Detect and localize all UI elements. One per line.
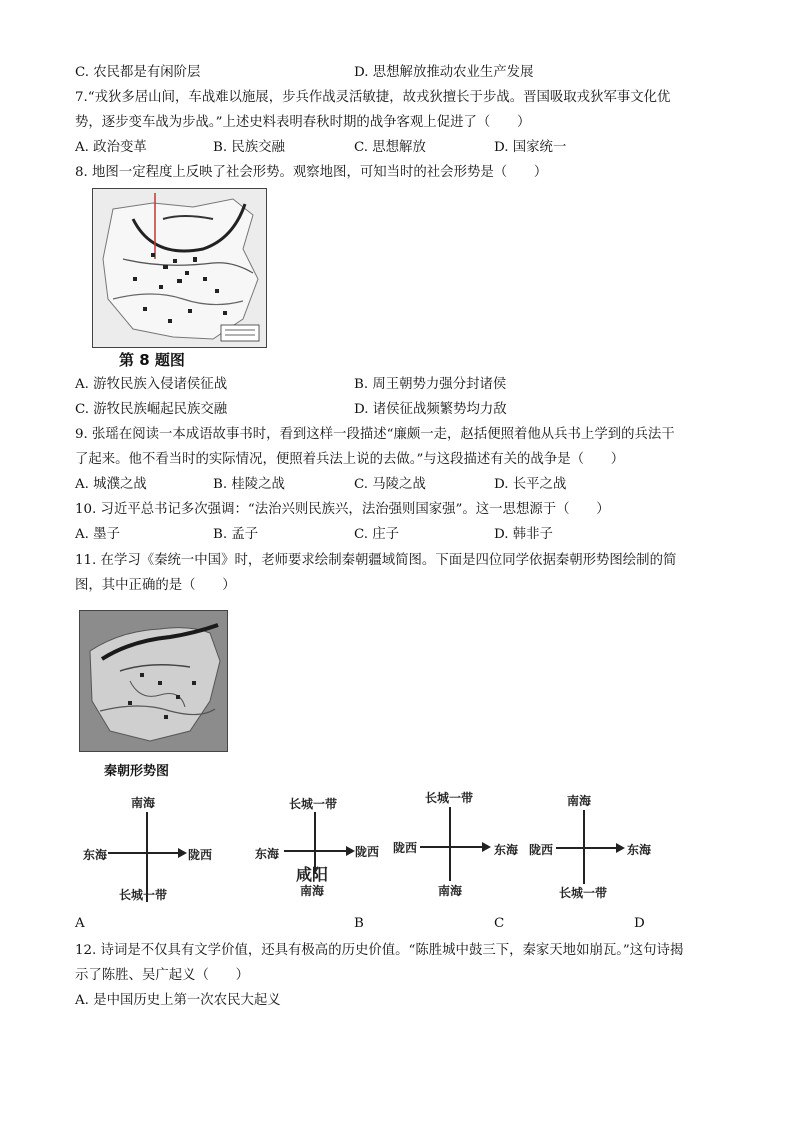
diagram-d-right-label: 东海	[627, 843, 652, 857]
q11-map-caption: 秦朝形势图	[104, 764, 170, 779]
diagram-a-arrow-icon	[178, 848, 187, 858]
q6-option-c: C. 农民都是有闲阶层	[75, 65, 201, 80]
diagram-d-arrow-icon	[616, 843, 625, 853]
q6-option-d: D. 思想解放推动农业生产发展	[354, 65, 534, 80]
diagram-a-right-label: 陇西	[188, 848, 213, 862]
diagram-a-left-label: 东海	[83, 848, 108, 862]
q10-option-d: D. 韩非子	[494, 527, 553, 542]
diagram-b-left-label: 东海	[255, 847, 280, 861]
diagram-b-top-label: 长城一带	[289, 797, 338, 811]
q9-option-a: A. 城濮之战	[75, 477, 147, 492]
q11-stem-line1: 11. 在学习《秦统一中国》时，老师要求绘制秦朝疆域简图。下面是四位同学依据秦朝形势图绘制的简	[75, 553, 677, 568]
q8-map-image	[92, 188, 267, 348]
q9-stem-line2: 了起来。他不看当时的实际情况，便照着兵法上说的去做。”与这段描述有关的战争是（ ）	[75, 452, 625, 467]
diagram-d-horizontal-axis	[556, 847, 618, 849]
diagram-a-letter: A	[75, 916, 85, 931]
diagram-d-letter: D	[634, 916, 645, 931]
diagram-d-left-label: 陇西	[529, 843, 554, 857]
q12-stem-line1: 12. 诗词是不仅具有文学价值，还具有极高的历史价值。“陈胜城中鼓三下，秦家天地如崩瓦。”这句诗揭	[75, 943, 684, 958]
q7-option-a: A. 政治变革	[75, 140, 147, 155]
q9-stem-line1: 9. 张瑶在阅读一本成语故事书时，看到这样一段描述“廉颇一走，赵括便照着他从兵书上学到的兵法干	[75, 427, 675, 442]
diagram-b-right-label: 陇西	[355, 845, 380, 859]
q9-option-b: B. 桂陵之战	[213, 477, 285, 492]
diagram-c-bottom-label: 南海	[438, 884, 463, 898]
q7-option-b: B. 民族交融	[213, 140, 285, 155]
q11-stem-line2: 图，其中正确的是（ ）	[75, 578, 236, 593]
diagram-c-left-label: 陇西	[393, 841, 418, 855]
q9-option-d: D. 长平之战	[494, 477, 567, 492]
q11-map-image	[79, 610, 228, 752]
diagram-a-horizontal-axis	[108, 852, 182, 854]
q8-option-c: C. 游牧民族崛起民族交融	[75, 402, 228, 417]
diagram-d-top-label: 南海	[567, 794, 592, 808]
q8-stem: 8. 地图一定程度上反映了社会形势。观察地图，可知当时的社会形势是（ ）	[75, 165, 548, 180]
q7-stem-line2: 势，逐步变车战为步战。”上述史料表明春秋时期的战争客观上促进了（ ）	[75, 115, 531, 130]
diagram-a-top-label: 南海	[131, 796, 156, 810]
diagram-c-vertical-axis	[449, 807, 451, 881]
q8-option-a: A. 游牧民族入侵诸侯征战	[75, 377, 228, 392]
q7-option-c: C. 思想解放	[354, 140, 426, 155]
diagram-c-letter: C	[494, 916, 505, 931]
q10-option-c: C. 庄子	[354, 527, 400, 542]
q11-map-graphic	[80, 611, 227, 751]
diagram-d-bottom-label: 长城一带	[559, 886, 608, 900]
diagram-b-arrow-icon	[346, 846, 355, 856]
diagram-c-right-label: 东海	[494, 843, 519, 857]
diagram-c-horizontal-axis	[420, 846, 484, 848]
q10-stem: 10. 习近平总书记多次强调：“法治兴则民族兴，法治强则国家强”。这一思想源于（ ）	[75, 502, 610, 517]
diagram-b-center-label: 咸阳	[296, 865, 329, 884]
diagram-c-top-label: 长城一带	[425, 791, 474, 805]
diagram-a-bottom-label: 长城一带	[119, 888, 168, 902]
q7-stem-line1: 7.“戎狄多居山间，车战难以施展，步兵作战灵活敏捷，故戎狄擅长于步战。晋国吸取戎狄军事文化优	[75, 90, 671, 105]
q12-option-a: A. 是中国历史上第一次农民大起义	[75, 993, 281, 1008]
q8-map-caption: 第 8 题图	[119, 351, 185, 369]
diagram-b-letter: B	[354, 916, 364, 931]
diagram-c-arrow-icon	[482, 842, 491, 852]
q8-map-graphic	[93, 189, 266, 347]
diagram-b-horizontal-axis	[284, 850, 350, 852]
q7-option-d: D. 国家统一	[494, 140, 567, 155]
q8-option-d: D. 诸侯征战频繁势均力敌	[354, 402, 507, 417]
q10-option-b: B. 孟子	[213, 527, 259, 542]
q9-option-c: C. 马陵之战	[354, 477, 426, 492]
diagram-b-bottom-label: 南海	[300, 884, 325, 898]
q8-option-b: B. 周王朝势力强分封诸侯	[354, 377, 507, 392]
q10-option-a: A. 墨子	[75, 527, 120, 542]
q12-stem-line2: 示了陈胜、吴广起义（ ）	[75, 968, 250, 983]
